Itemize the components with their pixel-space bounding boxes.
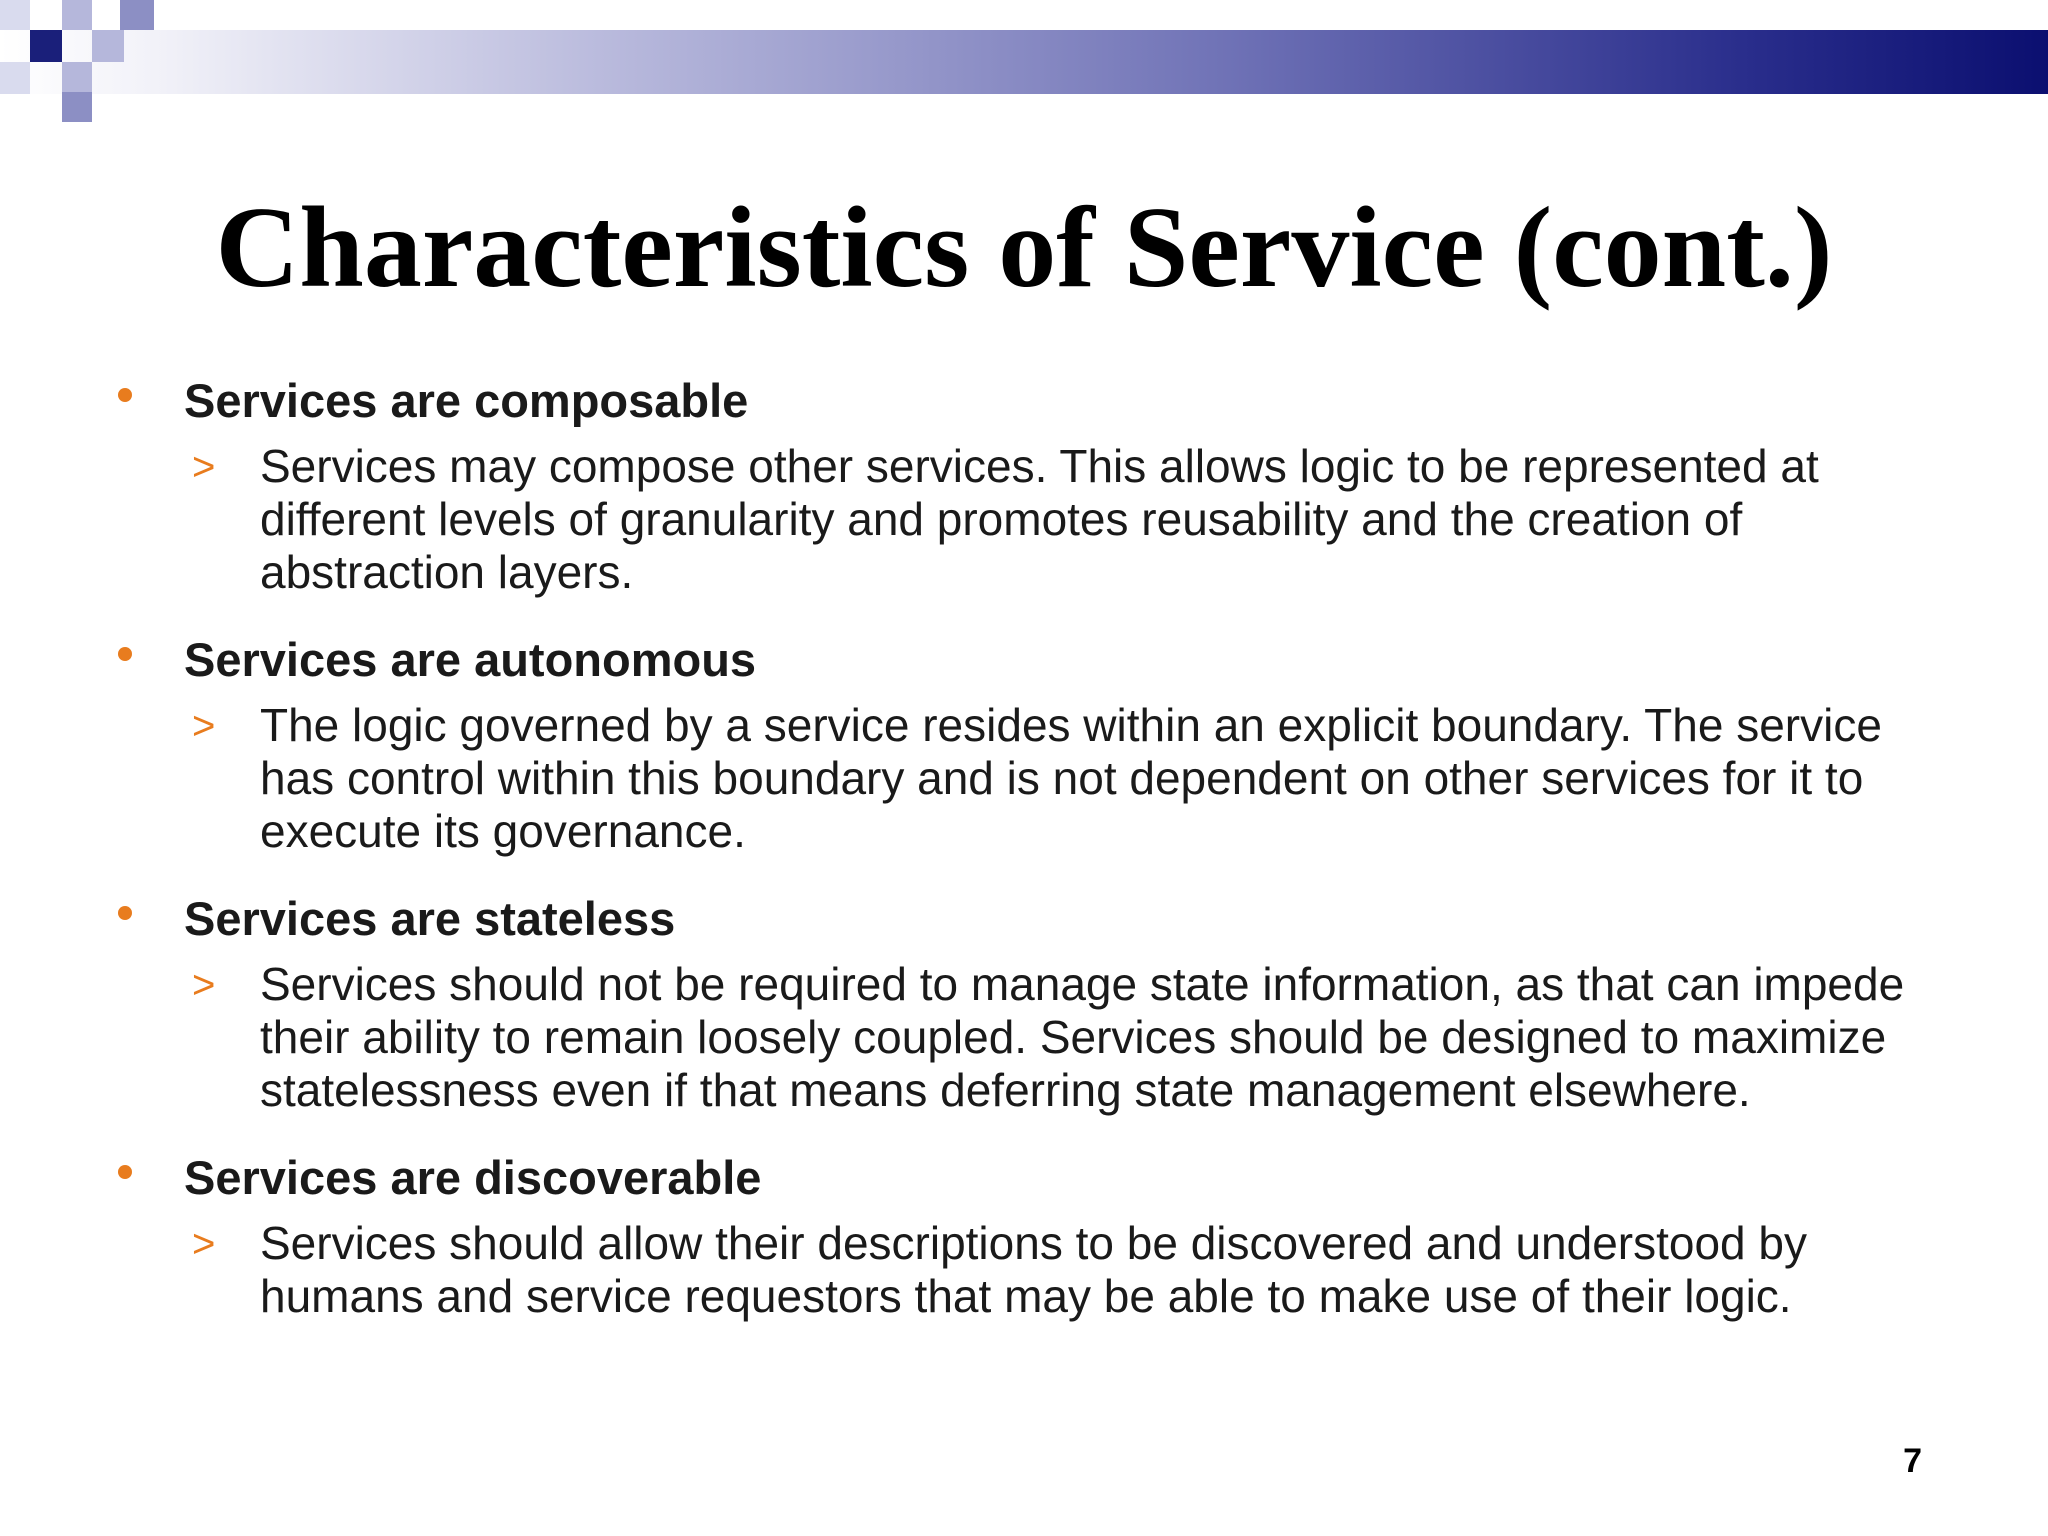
bullet-dot-icon	[118, 1165, 132, 1179]
bullet-heading: Services are stateless	[184, 892, 676, 945]
bullet-heading-row	[110, 627, 1950, 693]
sub-bullet-text: Services should allow their descriptions to be discovered and understood by humans and service requestors that may be able to make use of their logic.	[260, 1217, 1807, 1322]
sub-bullet	[110, 440, 1950, 599]
decor-square	[0, 0, 30, 30]
bullet-item	[110, 368, 1950, 599]
chevron-right-icon: >	[192, 704, 216, 748]
bullet-dot-icon	[118, 906, 132, 920]
bullet-dot-icon	[118, 388, 132, 402]
chevron-right-icon: >	[192, 1222, 216, 1266]
bullet-heading: Services are composable	[184, 374, 749, 427]
bullet-heading-row	[110, 1145, 1950, 1211]
sub-bullet	[110, 1217, 1950, 1323]
bullet-heading: Services are autonomous	[184, 633, 757, 686]
decor-square	[120, 0, 154, 30]
bullet-item	[110, 886, 1950, 1117]
bullet-heading: Services are discoverable	[184, 1151, 762, 1204]
sub-bullet	[110, 699, 1950, 858]
chevron-right-icon: >	[192, 963, 216, 1007]
sub-bullet-text: The logic governed by a service resides within an explicit boundary. The service has control within this boundary and is not dependent on other services for it to execute its governance.	[260, 699, 1882, 857]
sub-bullet	[110, 958, 1950, 1117]
bullet-item	[110, 627, 1950, 858]
decor-square	[92, 30, 124, 62]
bullet-dot-icon	[118, 647, 132, 661]
header-banner	[0, 30, 2048, 94]
chevron-right-icon: >	[192, 445, 216, 489]
bullet-list	[110, 368, 1950, 1351]
decor-square	[0, 62, 30, 94]
sub-bullet-text: Services may compose other services. This allows logic to be represented at different levels of granularity and promotes reusability and the creation of abstraction layers.	[260, 440, 1819, 598]
page-number: 7	[1903, 1442, 1922, 1480]
decor-square	[30, 30, 62, 62]
decor-square	[62, 0, 92, 30]
slide-title: Characteristics of Service (cont.)	[215, 184, 1833, 312]
bullet-heading-row	[110, 886, 1950, 952]
decor-square	[62, 62, 92, 92]
bullet-item	[110, 1145, 1950, 1323]
sub-bullet-text: Services should not be required to manage state information, as that can impede their ability to remain loosely coupled. Services should be designed to maximize statelessness even if that means deferring state management elsewhere.	[260, 958, 1905, 1116]
decor-square	[62, 92, 92, 122]
bullet-heading-row	[110, 368, 1950, 434]
